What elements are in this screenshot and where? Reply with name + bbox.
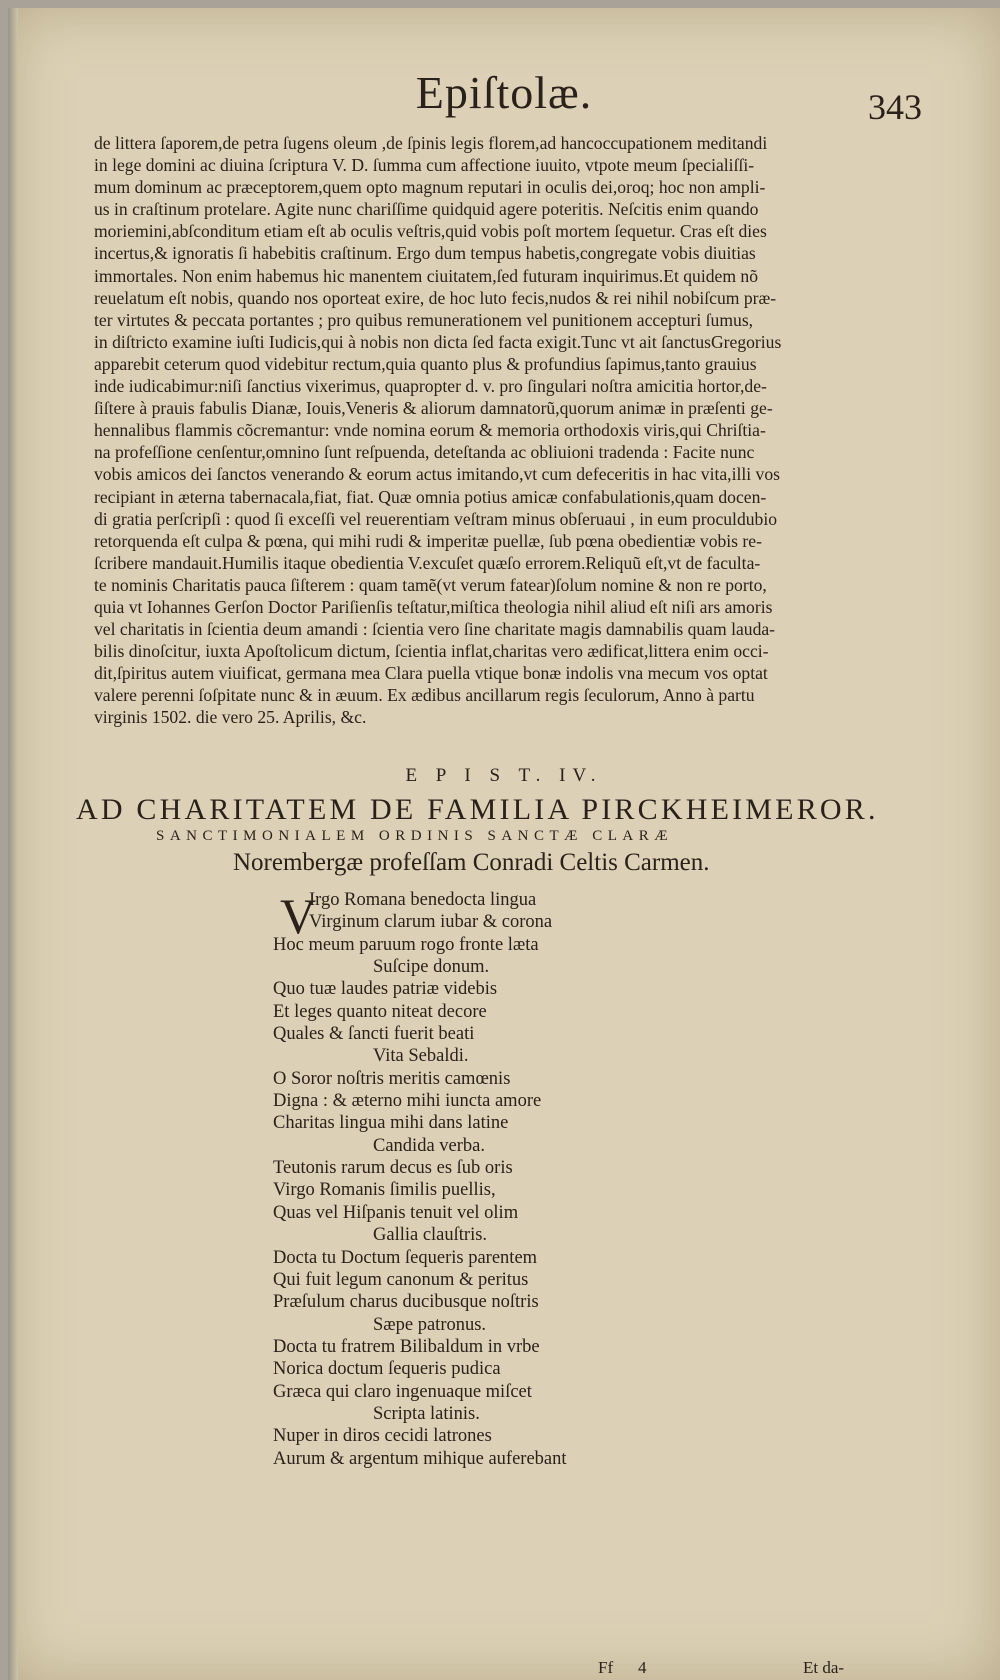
poem-line: Hoc meum paruum rogo fronte læta xyxy=(273,934,539,955)
poem-line: Nuper in diros cecidi latrones xyxy=(273,1426,492,1447)
prose-line: moriemini,abſconditum etiam eſt ab oculis veſtris,quid vobis poſt mortem ſequetur. Cras eſt dies xyxy=(94,221,767,242)
poem-line: Quales & ſancti fuerit beati xyxy=(273,1024,475,1045)
prose-line: vel charitatis in ſcientia deum amandi : ſcientia vero ſine charitate magis damnabilis quam lauda- xyxy=(94,619,776,640)
poem-line: Docta tu fratrem Bilibaldum in vrbe xyxy=(273,1336,540,1357)
prose-line: in diſtricto examine iuſti Iudicis,qui à nobis non dicta ſed facta exigit.Tunc vt ait ſanctusGregorius xyxy=(94,331,782,352)
prose-line: reuelatum eſt nobis, quando nos oporteat exire, de hoc luto fecis,nudos & rei nihil nobiſcum præ- xyxy=(94,287,777,308)
poem-line: Irgo Romana benedocta lingua xyxy=(309,890,537,910)
prose-line: immortales. Non enim habemus hic manentem ciuitatem,ſed futuram inquirimus.Et quidem nõ xyxy=(94,265,759,286)
poem-line: Aurum & argentum mihique auferebant xyxy=(273,1448,567,1469)
prose-line: apparebit ceterum quod videbitur rectum,quia quanto plus & profundius ſapimus,tanto grauius xyxy=(94,353,757,374)
prose-line: de littera ſaporem,de petra ſugens oleum ,de ſpinis legis florem,ad hancoccupationem meditandi xyxy=(94,133,768,153)
page-edge xyxy=(8,8,18,1680)
poem-line: Quo tuæ laudes patriæ videbis xyxy=(273,979,498,1000)
prose-line: dit,ſpiritus autem viuificat, germana mea Clara puella vtique bonæ indolis vna mecum vos optat xyxy=(94,663,768,684)
poem-line: Docta tu Doctum ſequeris parentem xyxy=(273,1247,538,1268)
poem-line: Candida verba. xyxy=(373,1135,485,1156)
prose-line: te nominis Charitatis pauca ſiſterem : quam tamẽ(vt verum fatear)ſolum nomine & non re porto, xyxy=(94,574,767,595)
poem-line: Digna : & æterno mihi iuncta amore xyxy=(273,1091,542,1112)
prose-line: ter virtutes & peccata portantes ; pro quibus remunerationem vel punitionem accepturi ſumus, xyxy=(94,309,754,330)
running-head: Epiſtolæ. xyxy=(415,67,593,118)
book-page xyxy=(8,8,1000,1680)
catchword: Et da- xyxy=(803,1658,845,1677)
prose-line: us in craſtinum protelare. Agite nunc chariſſime quidquid agere poteritis. Neſcitis enim quando xyxy=(94,199,759,220)
prose-line: mum dominum ac præceptorem,quem opto magnum reputari in oculis dei,oroq; hoc non ampli- xyxy=(94,177,766,198)
prose-line: valere perenni ſoſpitate nunc & in æuum. Ex ædibus ancillarum regis ſeculorum, Anno à partu xyxy=(94,685,755,706)
poem-line: O Soror noſtris meritis camœnis xyxy=(273,1068,511,1089)
prose-line: ſcribere mandauit.Humilis itaque obedientia V.excuſet quæſo errorem.Reliquũ eſt,vt de faculta- xyxy=(94,552,761,573)
prose-line: recipiant in æterna tabernacala,fiat, fiat. Quæ omnia potius amicæ confabulationis,quam docen- xyxy=(94,486,767,507)
signature-number: 4 xyxy=(638,1658,647,1677)
epistle-subtitle: SANCTIMONIALEM ORDINIS SANCTÆ CLARÆ xyxy=(156,828,674,844)
epistle-title: AD CHARITATEM DE FAMILIA PIRCKHEIMEROR. xyxy=(76,793,879,826)
prose-line: inde iudicabimur:niſi ſanctius vixerimus, quapropter d. v. pro ſingulari noſtra amicitia hortor,de- xyxy=(94,376,767,397)
poem-line: Charitas lingua mihi dans latine xyxy=(273,1113,509,1134)
poem-line: Græca qui claro ingenuaque miſcet xyxy=(273,1381,532,1402)
epistle-number: E P I S T. IV. xyxy=(405,765,603,786)
prose-line: quia vt Iohannes Gerſon Doctor Pariſienſis teſtatur,miſtica theologia nihil aliud eſt niſi ars amoris xyxy=(94,596,773,617)
prose-line: hennalibus flammis cõcremantur: vnde nomina eorum & memoria orthodoxis viris,qui Chriſtia- xyxy=(94,420,766,441)
poem-line: Virginum clarum iubar & corona xyxy=(309,912,553,933)
letter-prose xyxy=(94,132,874,729)
prose-line: incertus,& ignoratis ſi habebitis craſtinum. Ergo dum tempus habetis,congregate vobis diuitias xyxy=(94,243,756,264)
poem-line: Sæpe patronus. xyxy=(373,1314,487,1335)
poem-line: Norica doctum ſequeris pudica xyxy=(273,1359,501,1380)
prose-line: retorquenda eſt culpa & pœna, qui mihi rudi & imperitæ puellæ, ſub pœna obedientiæ vobis re- xyxy=(94,530,762,551)
poem-line: Et leges quanto niteat decore xyxy=(273,1001,487,1022)
signature-mark: Ff xyxy=(598,1658,614,1677)
poem xyxy=(273,889,773,1470)
prose-line: di gratia perſcripſi : quod ſi exceſſi vel reuerentiam veſtram minus obſeruaui , in eum proculdubio xyxy=(94,508,778,529)
poem-line: Suſcipe donum. xyxy=(373,957,490,978)
page-number: 343 xyxy=(868,87,922,127)
prose-line: vobis amicos dei ſanctos venerando & eorum actus imitando,vt cum defeceritis in hac vita,illi vos xyxy=(94,464,780,485)
poem-line: Virgo Romanis ſimilis puellis, xyxy=(273,1180,496,1201)
epistle-title-line: Norembergæ profeſſam Conradi Celtis Carmen. xyxy=(233,849,710,876)
prose-line: virginis 1502. die vero 25. Aprilis, &c. xyxy=(94,707,367,728)
prose-line: na profeſſione cenſentur,omnino ſunt reſpuenda, deteſtanda ac obliuioni tradenda : Facite nunc xyxy=(94,442,755,463)
poem-line: Teutonis rarum decus es ſub oris xyxy=(273,1158,513,1179)
prose-line: in lege domini ac diuina ſcriptura V. D. ſumma cum affectione iuuito, vtpote meum ſpecialiſſi- xyxy=(94,155,755,176)
prose-line: ſiſtere à prauis fabulis Dianæ, Iouis,Veneris & aliorum damnatorũ,quorum animæ in præſenti ge- xyxy=(94,398,773,419)
prose-line: bilis dinoſcitur, iuxta Apoſtolicum dictum, ſcientia inflat,charitas vero ædificat,littera enim occi- xyxy=(94,641,769,662)
poem-line: Vita Sebaldi. xyxy=(373,1046,469,1067)
poem-line: Præſulum charus ducibusque noſtris xyxy=(273,1292,539,1313)
poem-line: Scripta latinis. xyxy=(373,1403,480,1424)
drop-initial: V xyxy=(280,888,317,944)
poem-line: Quas vel Hiſpanis tenuit vel olim xyxy=(273,1202,519,1223)
poem-line: Qui fuit legum canonum & peritus xyxy=(273,1269,529,1290)
poem-line: Gallia clauſtris. xyxy=(373,1225,488,1246)
